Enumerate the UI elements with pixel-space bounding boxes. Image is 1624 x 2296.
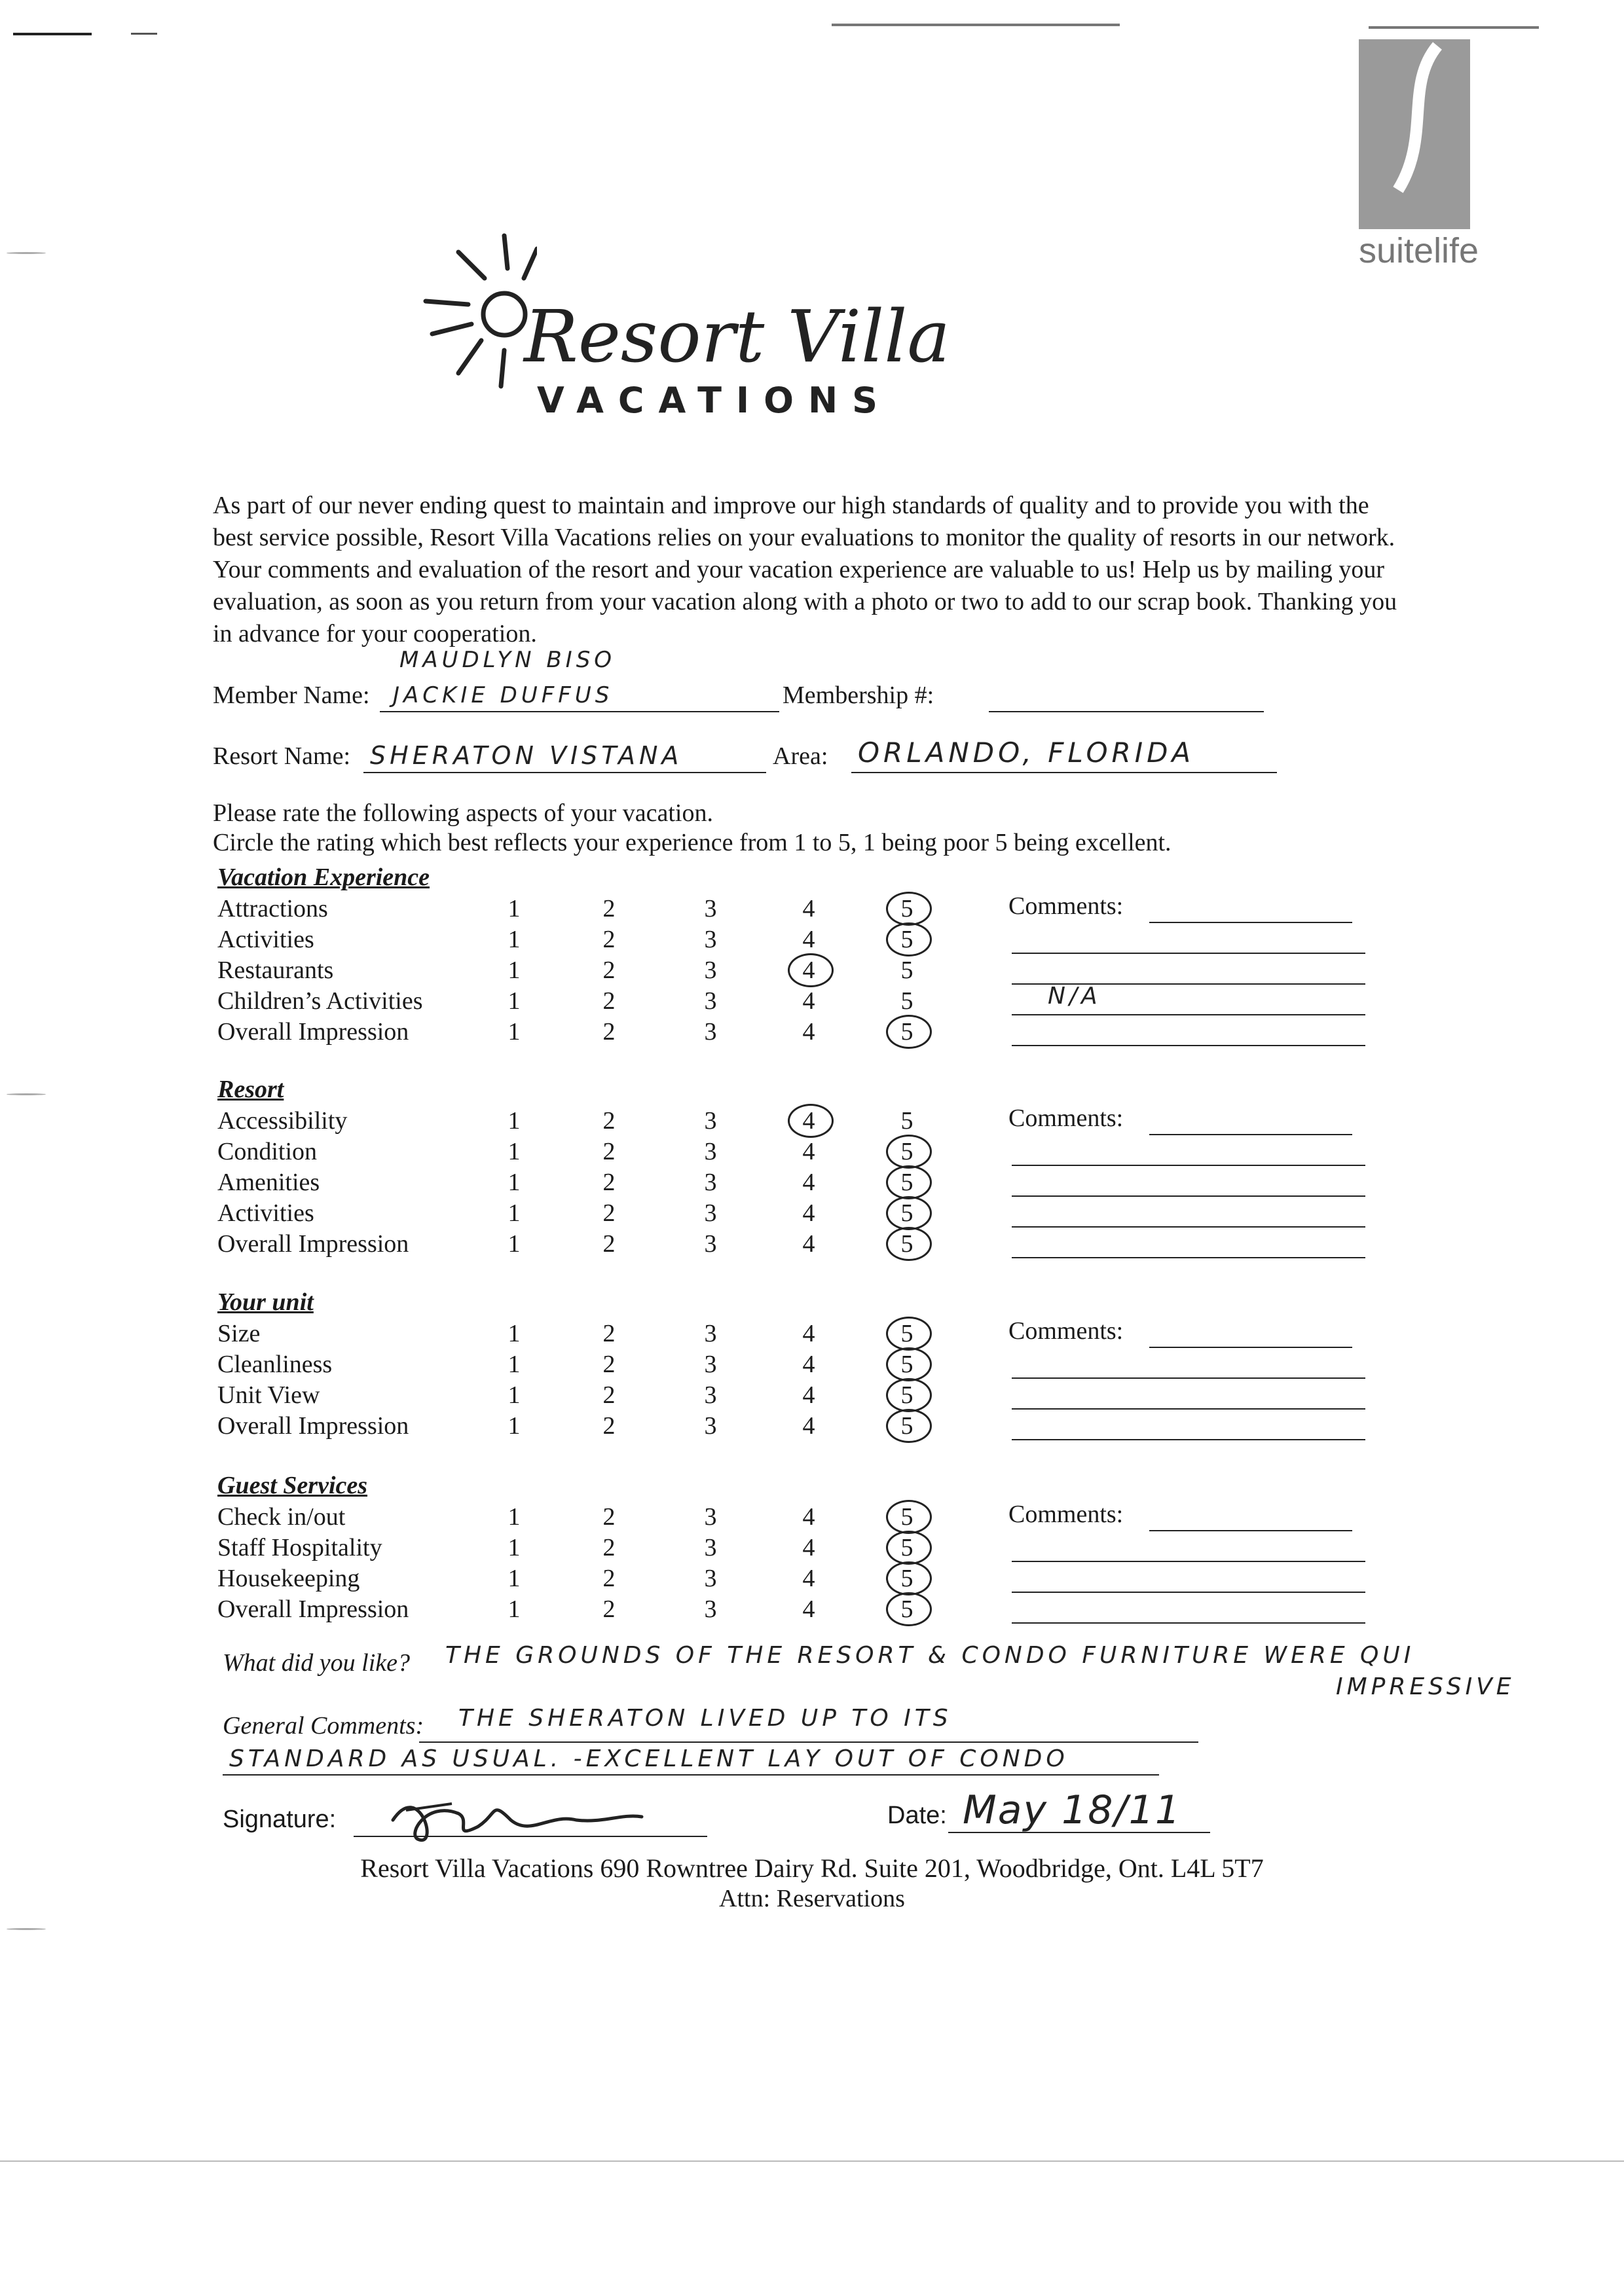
rating-option-3[interactable]: 3 <box>704 987 717 1015</box>
rating-option-1[interactable]: 1 <box>507 895 521 922</box>
footer-address: Resort Villa Vacations 690 Rowntree Dairy Rd. Suite 201, Woodbridge, Ont. L4L 5T7 <box>360 1853 1264 1883</box>
rating-option-1[interactable]: 1 <box>507 1381 521 1409</box>
selected-rating-circle <box>886 922 932 957</box>
selected-rating-circle <box>886 1592 932 1626</box>
liked-value-line2: IMPRESSIVE <box>1336 1673 1515 1700</box>
comment-line[interactable] <box>1012 926 1365 954</box>
selected-rating-circle <box>886 1531 932 1565</box>
rating-option-1[interactable]: 1 <box>507 1230 521 1258</box>
rating-option-3[interactable]: 3 <box>704 1018 717 1046</box>
rating-option-4[interactable]: 4 <box>802 1503 815 1531</box>
rating-row-label: Attractions <box>217 895 328 922</box>
comment-line[interactable] <box>1012 1200 1365 1228</box>
rating-option-3[interactable]: 3 <box>704 1534 717 1561</box>
rating-option-2[interactable]: 2 <box>602 1595 616 1623</box>
signature-scribble <box>380 1774 655 1853</box>
rating-option-2[interactable]: 2 <box>602 1412 616 1440</box>
rating-row-label: Overall Impression <box>217 1018 409 1046</box>
resort-name-label: Resort Name: <box>213 742 351 770</box>
rating-option-1[interactable]: 1 <box>507 987 521 1015</box>
rating-option-4[interactable]: 4 <box>802 987 815 1015</box>
rating-row-label: Check in/out <box>217 1503 346 1531</box>
rating-option-1[interactable]: 1 <box>507 957 521 984</box>
section-title: Vacation Experience <box>217 864 430 891</box>
comment-line[interactable] <box>1012 1382 1365 1410</box>
rating-option-4[interactable]: 4 <box>802 1107 815 1135</box>
rating-option-5[interactable]: 5 <box>900 1534 913 1561</box>
rating-row-label: Overall Impression <box>217 1595 409 1623</box>
comments-label: Comments: <box>1008 1501 1124 1528</box>
comments-label: Comments: <box>1008 892 1124 920</box>
comment-line[interactable] <box>1012 1019 1365 1046</box>
rating-option-3[interactable]: 3 <box>704 1199 717 1227</box>
rating-option-5[interactable]: 5 <box>900 1595 913 1623</box>
rating-option-3[interactable]: 3 <box>704 1320 717 1347</box>
rating-option-1[interactable]: 1 <box>507 1107 521 1135</box>
comment-line[interactable] <box>1149 1321 1352 1348</box>
comment-line[interactable] <box>1012 1169 1365 1197</box>
rating-option-1[interactable]: 1 <box>507 1320 521 1347</box>
rating-option-5[interactable]: 5 <box>900 1503 913 1531</box>
member-name-above: MAUDLYN BISO <box>399 647 616 673</box>
rating-option-5[interactable]: 5 <box>900 1381 913 1409</box>
hole-punch-mark <box>7 252 46 254</box>
rating-option-5[interactable]: 5 <box>900 1138 913 1165</box>
comment-line[interactable] <box>1012 1596 1365 1624</box>
rating-option-5[interactable]: 5 <box>900 957 913 984</box>
area-value: ORLANDO, FLORIDA <box>858 737 1195 769</box>
suitelife-logo <box>1359 39 1470 229</box>
comment-line[interactable] <box>1012 1535 1365 1562</box>
section-title: Resort <box>217 1076 284 1103</box>
rating-option-4[interactable]: 4 <box>802 1381 815 1409</box>
rating-row-label: Activities <box>217 1199 314 1227</box>
rating-option-5[interactable]: 5 <box>900 1018 913 1046</box>
rating-option-4[interactable]: 4 <box>802 1018 815 1046</box>
rating-option-3[interactable]: 3 <box>704 1138 717 1165</box>
comments-label: Comments: <box>1008 1104 1124 1132</box>
selected-rating-circle <box>886 1227 932 1261</box>
liked-label: What did you like? <box>223 1649 410 1677</box>
rating-option-3[interactable]: 3 <box>704 895 717 922</box>
rating-option-1[interactable]: 1 <box>507 1534 521 1561</box>
rating-option-2[interactable]: 2 <box>602 1138 616 1165</box>
comment-line[interactable] <box>1012 1565 1365 1593</box>
membership-label: Membership #: <box>783 682 934 709</box>
swoosh-icon <box>1359 39 1470 229</box>
sun-icon <box>406 223 537 393</box>
suitelife-text: suitelife <box>1359 231 1479 270</box>
hole-punch-mark <box>7 1093 46 1095</box>
rating-option-4[interactable]: 4 <box>802 1320 815 1347</box>
rating-option-1[interactable]: 1 <box>507 1199 521 1227</box>
comment-value: N/A <box>1048 983 1101 1010</box>
selected-rating-circle <box>886 1378 932 1412</box>
rating-option-4[interactable]: 4 <box>802 1351 815 1378</box>
comments-label: Comments: <box>1008 1317 1124 1345</box>
selected-rating-circle <box>886 892 932 926</box>
area-label: Area: <box>773 742 828 770</box>
selected-rating-circle <box>886 1409 932 1443</box>
rating-option-5[interactable]: 5 <box>900 1565 913 1592</box>
rating-row-label: Overall Impression <box>217 1230 409 1258</box>
intro-paragraph: As part of our never ending quest to maintain and improve our high standards of quality and to provide you with the best service possible, Resort Villa Vacations relies on your evaluations to monitor the quality of resorts in our network. Your comments and evaluation of the resort and your vacation experience are valuable to us! Help us by mailing your evaluation, as soon as you return from your vacation along with a photo or two to add to our scrap book. Thanking you in advance for your cooperation. <box>213 492 1397 647</box>
comment-line[interactable] <box>1012 1231 1365 1258</box>
selected-rating-circle <box>886 1196 932 1230</box>
rating-option-5[interactable]: 5 <box>900 1351 913 1378</box>
resort-name-value: SHERATON VISTANA <box>370 741 683 770</box>
fax-header-mark <box>832 24 1120 26</box>
date-label: Date: <box>887 1802 947 1829</box>
rating-row-label: Size <box>217 1320 261 1347</box>
comment-line[interactable] <box>1149 1108 1352 1135</box>
scan-edge-line <box>0 2160 1624 2162</box>
rating-option-3[interactable]: 3 <box>704 1169 717 1196</box>
rating-option-3[interactable]: 3 <box>704 1565 717 1592</box>
rating-option-1[interactable]: 1 <box>507 1169 521 1196</box>
rating-option-3[interactable]: 3 <box>704 926 717 953</box>
rating-option-4[interactable]: 4 <box>802 1138 815 1165</box>
rating-option-3[interactable]: 3 <box>704 1412 717 1440</box>
rating-option-1[interactable]: 1 <box>507 1503 521 1531</box>
logo-title: Resort Villa <box>524 295 950 378</box>
rating-row-label: Cleanliness <box>217 1351 333 1378</box>
rating-option-5[interactable]: 5 <box>900 1320 913 1347</box>
signature-label: Signature: <box>223 1806 337 1833</box>
rating-option-5[interactable]: 5 <box>900 987 913 1015</box>
rating-option-2[interactable]: 2 <box>602 1320 616 1347</box>
general-comments-line1: THE SHERATON LIVED UP TO ITS <box>458 1705 952 1732</box>
rating-row-label: Staff Hospitality <box>217 1534 382 1561</box>
rating-option-2[interactable]: 2 <box>602 1565 616 1592</box>
selected-rating-circle <box>886 1015 932 1049</box>
rating-option-2[interactable]: 2 <box>602 895 616 922</box>
rating-option-2[interactable]: 2 <box>602 1381 616 1409</box>
date-value: May 18/11 <box>963 1787 1182 1833</box>
section-title: Guest Services <box>217 1472 368 1499</box>
rating-option-5[interactable]: 5 <box>900 1230 913 1258</box>
member-name-value: JACKIE DUFFUS <box>393 682 614 708</box>
rating-option-5[interactable]: 5 <box>900 1412 913 1440</box>
rating-option-3[interactable]: 3 <box>704 1595 717 1623</box>
general-comments-label: General Comments: <box>223 1712 424 1740</box>
rating-row-label: Overall Impression <box>217 1412 409 1440</box>
rating-option-2[interactable]: 2 <box>602 1107 616 1135</box>
rating-option-5[interactable]: 5 <box>900 1169 913 1196</box>
selected-rating-circle <box>886 1165 932 1199</box>
rating-option-2[interactable]: 2 <box>602 926 616 953</box>
rating-row-label: Condition <box>217 1138 318 1165</box>
rating-option-3[interactable]: 3 <box>704 1381 717 1409</box>
logo-subtitle: VACATIONS <box>537 380 893 421</box>
instructions-line2: Circle the rating which best reflects your experience from 1 to 5, 1 being poor 5 being excellent. <box>213 829 1172 856</box>
section-title: Your unit <box>217 1288 314 1316</box>
fax-header-mark <box>1369 26 1539 29</box>
comment-line[interactable] <box>1149 896 1352 923</box>
rating-option-1[interactable]: 1 <box>507 1138 521 1165</box>
rating-option-3[interactable]: 3 <box>704 957 717 984</box>
rating-option-2[interactable]: 2 <box>602 1534 616 1561</box>
instructions-line1: Please rate the following aspects of your vacation. <box>213 799 713 827</box>
rating-option-5[interactable]: 5 <box>900 926 913 953</box>
rating-row-label: Activities <box>217 926 314 953</box>
rating-option-2[interactable]: 2 <box>602 957 616 984</box>
rating-row-label: Amenities <box>217 1169 320 1196</box>
rating-option-5[interactable]: 5 <box>900 1107 913 1135</box>
rating-option-3[interactable]: 3 <box>704 1503 717 1531</box>
rating-option-4[interactable]: 4 <box>802 1595 815 1623</box>
rating-row-label: Restaurants <box>217 957 334 984</box>
rating-option-5[interactable]: 5 <box>900 1199 913 1227</box>
selected-rating-circle <box>886 1135 932 1169</box>
resort-villa-logo <box>406 223 969 432</box>
fax-header-mark <box>131 33 157 35</box>
rating-row-label: Children’s Activities <box>217 987 423 1015</box>
rating-option-4[interactable]: 4 <box>802 1199 815 1227</box>
rating-option-1[interactable]: 1 <box>507 1351 521 1378</box>
comment-line[interactable] <box>1012 1351 1365 1379</box>
rating-option-4[interactable]: 4 <box>802 1412 815 1440</box>
rating-option-4[interactable]: 4 <box>802 1230 815 1258</box>
rating-option-5[interactable]: 5 <box>900 895 913 922</box>
rating-option-2[interactable]: 2 <box>602 1169 616 1196</box>
footer-attn: Attn: Reservations <box>719 1885 905 1912</box>
rating-option-4[interactable]: 4 <box>802 1534 815 1561</box>
comment-line[interactable] <box>1012 957 1365 985</box>
rating-row-label: Accessibility <box>217 1107 348 1135</box>
rating-option-2[interactable]: 2 <box>602 987 616 1015</box>
comment-line[interactable] <box>1149 1504 1352 1531</box>
general-comments-line2: STANDARD AS USUAL. -EXCELLENT LAY OUT OF CONDO <box>229 1745 1069 1772</box>
rating-option-2[interactable]: 2 <box>602 1503 616 1531</box>
fax-header-mark <box>13 33 92 35</box>
selected-rating-circle <box>788 1104 834 1138</box>
rating-option-2[interactable]: 2 <box>602 1351 616 1378</box>
rating-option-2[interactable]: 2 <box>602 1230 616 1258</box>
selected-rating-circle <box>886 1317 932 1351</box>
selected-rating-circle <box>886 1347 932 1381</box>
rating-option-2[interactable]: 2 <box>602 1018 616 1046</box>
rating-option-1[interactable]: 1 <box>507 926 521 953</box>
comment-line[interactable] <box>1012 1413 1365 1440</box>
rating-option-1[interactable]: 1 <box>507 1412 521 1440</box>
rating-option-3[interactable]: 3 <box>704 1351 717 1378</box>
rating-option-1[interactable]: 1 <box>507 1595 521 1623</box>
membership-field[interactable] <box>989 681 1264 712</box>
rating-option-3[interactable]: 3 <box>704 1230 717 1258</box>
rating-option-2[interactable]: 2 <box>602 1199 616 1227</box>
comment-line[interactable] <box>1012 1139 1365 1166</box>
rating-option-4[interactable]: 4 <box>802 895 815 922</box>
liked-value: THE GROUNDS OF THE RESORT & CONDO FURNITURE WERE QUI <box>445 1642 1415 1669</box>
member-name-label: Member Name: <box>213 682 370 709</box>
rating-row-label: Housekeeping <box>217 1565 360 1592</box>
rating-option-3[interactable]: 3 <box>704 1107 717 1135</box>
rating-option-4[interactable]: 4 <box>802 1169 815 1196</box>
rating-option-1[interactable]: 1 <box>507 1565 521 1592</box>
rating-option-4[interactable]: 4 <box>802 957 815 984</box>
selected-rating-circle <box>886 1561 932 1595</box>
rating-option-1[interactable]: 1 <box>507 1018 521 1046</box>
selected-rating-circle <box>788 953 834 987</box>
selected-rating-circle <box>886 1500 932 1534</box>
rating-option-4[interactable]: 4 <box>802 926 815 953</box>
hole-punch-mark <box>7 1928 46 1930</box>
rating-option-4[interactable]: 4 <box>802 1565 815 1592</box>
rating-row-label: Unit View <box>217 1381 320 1409</box>
